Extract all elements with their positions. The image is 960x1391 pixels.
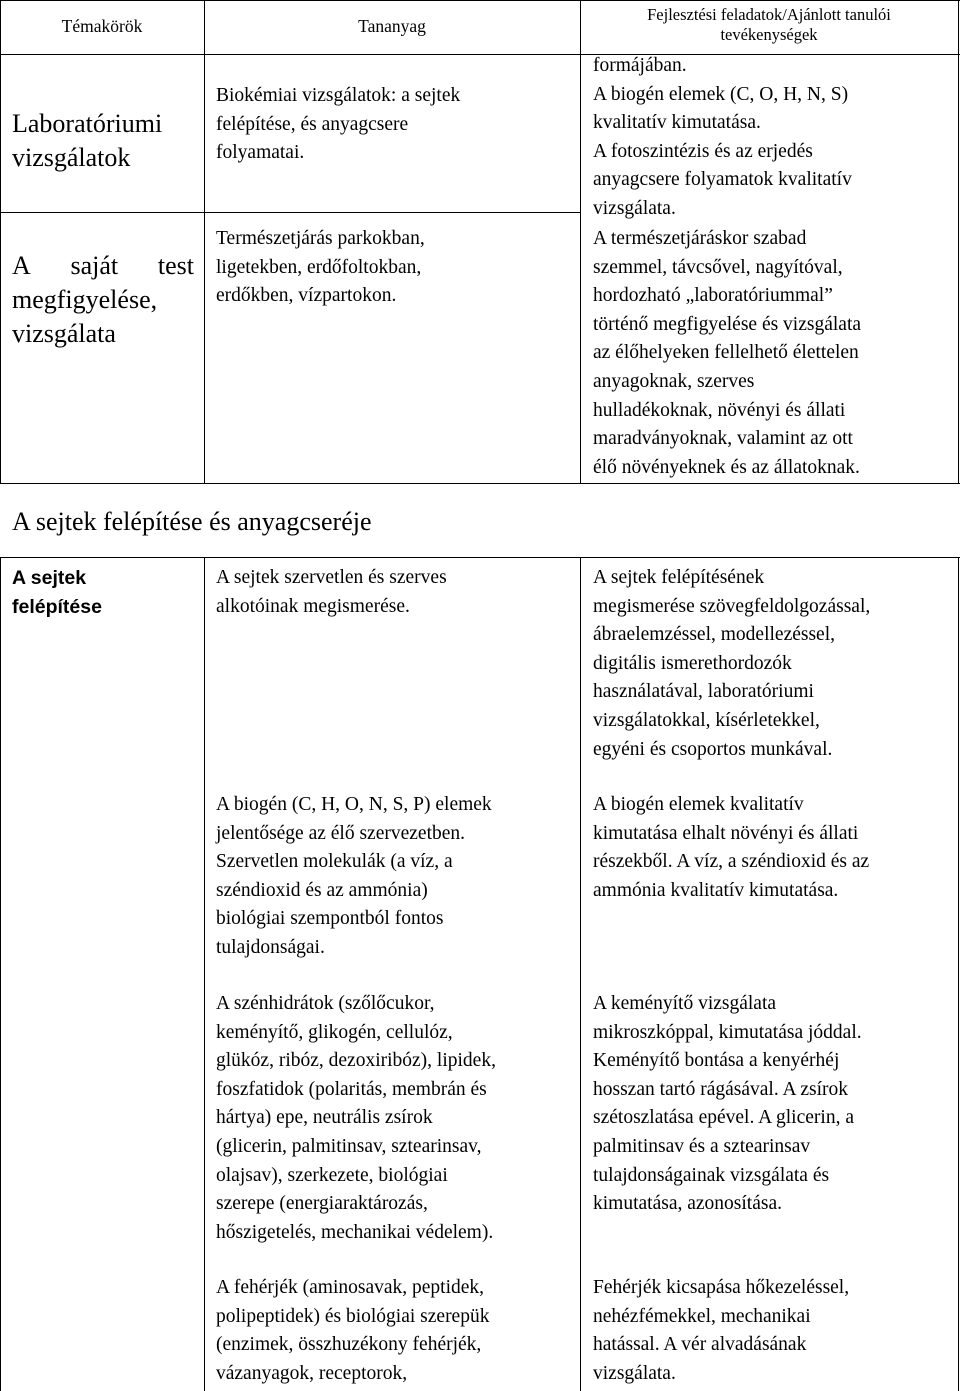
content-biogenic-elements: A biogén (C, H, O, N, S, P) elemek jelentősége az élő szervezetben. Szervetlen molekulák (a víz, a széndioxid és az ammónia) biológiai szempontból fontos tulajdonságai. (216, 794, 492, 958)
table-border-right (958, 0, 959, 484)
topic-self-observation: A saját test megfigyelése, vizsgálata (12, 251, 194, 348)
activity-lab-tests: formájában. A biogén elemek (C, O, H, N, S) kvalitatív kimutatása. A fotoszintézis és az erjedés anyagcsere folyamatok kvalitatív vizsgálata. (593, 55, 852, 219)
table-border-top (0, 0, 960, 1)
content-cell-components: A sejtek szervetlen és szerves alkotóinak megismerése. (216, 567, 447, 617)
content-proteins: A fehérjék (aminosavak, peptidek, polipeptidek) és biológiai szerepük (enzimek, összhuzékony fehérjék, vázanyagok, receptorok, (216, 1277, 490, 1384)
topic-lab-tests: Laboratóriumi vizsgálatok (12, 109, 163, 172)
activity-biogenic-elements: A biogén elemek kvalitatív kimutatása elhalt növényi és állati részekből. A víz, a széndioxid és az ammónia kvalitatív kimutatása. (593, 794, 870, 901)
table-border-left (0, 0, 1, 484)
header-topics: Témakörök (61, 16, 143, 36)
activity-carbohydrates-lipids: A keményítő vizsgálata mikroszkóppal, kimutatása jóddal. Keményítő bontása a kenyérhéj hosszan tartó rágásával. A zsírok szétoszlatása epével. A glicerin, a palmitinsav és a sztearinsav tulajdonságainak vizsgálata és kimutatása, azonosítása. (593, 993, 862, 1215)
activity-nature-walk: A természetjáráskor szabad szemmel, távcsővel, nagyítóval, hordozható „laboratóriummal” történő megfigyelése és vizsgálata az élőhelyeken fellelhető élettelen anyagoknak, szerves hulladékoknak, növényi és állati maradványoknak, valamint az ott élő növényeknek és az állatoknak. (593, 228, 862, 478)
topic-cell-structure: A sejtek felépítése (12, 567, 102, 618)
content-nature-walk: Természetjárás parkokban, ligetekben, erdőfoltokban, erdőkben, vízpartokon. (216, 228, 425, 307)
content-lab-tests: Biokémiai vizsgálatok: a sejtek felépítése, és anyagcsere folyamatai. (216, 85, 461, 164)
section-title: A sejtek felépítése és anyagcseréje (12, 507, 372, 536)
table2-col-divider-1 (204, 557, 205, 1391)
activity-cell-components: A sejtek felépítésének megismerése szövegfeldolgozással, ábraelemzéssel, modellezéssel, digitális ismerethordozók használatával, laboratóriumi vizsgálatokkal, kísérletekkel, egyéni és csoportos munkával. (593, 567, 871, 760)
table-border-bottom (0, 483, 960, 484)
activity-proteins: Fehérjék kicsapása hőkezeléssel, nehézfémekkel, mechanikai hatással. A vér alvadásának vizsgálata. (593, 1277, 850, 1384)
table2-border-right (958, 557, 959, 1391)
header-curriculum: Tananyag (358, 16, 426, 36)
col-divider-1 (204, 0, 205, 484)
row-divider (0, 212, 580, 213)
table2-col-divider-2 (580, 557, 581, 1391)
header-activities: Fejlesztési feladatok/Ajánlott tanulói tevékenységek (647, 5, 891, 44)
content-carbohydrates-lipids: A szénhidrátok (szőlőcukor, keményítő, glikogén, cellulóz, glükóz, ribóz, dezoxiribóz), lipidek, foszfatidok (polaritás, membrán és hártya) epe, neutrális zsírok (glicerin, palmitinsav, sztearinsav, olajsav), szerkezete, biológiai szerepe (energiaraktározás, hőszigetelés, mechanikai védelem). (216, 993, 496, 1243)
table2-border-top (0, 557, 960, 558)
col-divider-2 (580, 0, 581, 484)
table2-border-left (0, 557, 1, 1391)
